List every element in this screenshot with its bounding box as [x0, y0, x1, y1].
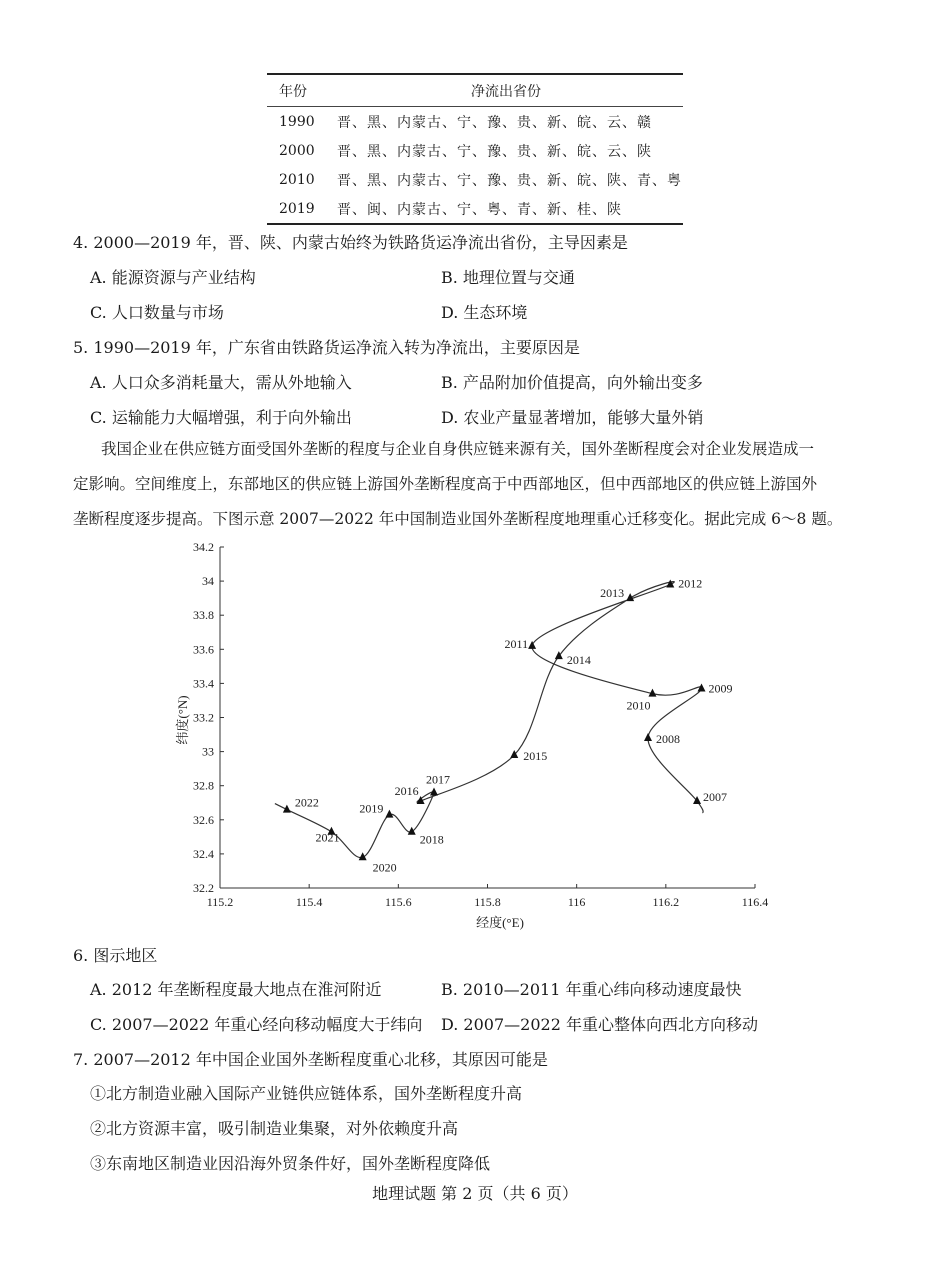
q4-option-a: A. 能源资源与产业结构	[90, 268, 256, 287]
data-label: 2020	[372, 860, 397, 875]
data-label: 2010	[626, 698, 651, 713]
data-point	[430, 788, 438, 796]
y-tick-label: 32.8	[193, 778, 214, 793]
table-row	[267, 136, 683, 165]
header-provinces: 净流出省份	[471, 84, 541, 100]
province-table	[267, 73, 683, 225]
data-label: 2018	[419, 832, 444, 847]
data-label: 2015	[523, 749, 548, 764]
data-label: 2016	[394, 784, 419, 799]
chart-marks	[283, 577, 733, 875]
passage-line: 垄断程度逐步提高。下图示意 2007—2022 年中国制造业国外垄断程度地理重心迁移变化。据此完成 6～8 题。	[73, 510, 843, 528]
y-tick-label: 33	[202, 744, 214, 759]
q5-option-a: A. 人口众多消耗量大，需从外地输入	[90, 373, 352, 392]
x-tick-label: 115.8	[474, 895, 501, 909]
q4-stem: 4. 2000—2019 年，晋、陕、内蒙古始终为铁路货运净流出省份，主导因素是	[73, 233, 628, 252]
row-provinces: 晋、黑、内蒙古、宁、豫、贵、新、皖、陕、青、粤	[337, 172, 682, 189]
row-provinces: 晋、黑、内蒙古、宁、豫、贵、新、皖、云、赣	[337, 114, 652, 131]
y-tick-label: 34.2	[193, 540, 214, 554]
data-label: 2009	[708, 681, 733, 696]
q7-stem: 7. 2007—2012 年中国企业国外垄断程度重心北移，其原因可能是	[73, 1050, 548, 1069]
y-tick-label: 33.6	[193, 642, 214, 657]
data-label: 2021	[315, 830, 340, 845]
table-row	[267, 194, 683, 224]
q5-option-c: C. 运输能力大幅增强，利于向外输出	[90, 408, 352, 427]
header-year: 年份	[279, 84, 307, 100]
y-axis-label: 纬度(°N)	[175, 695, 190, 745]
row-year: 2010	[279, 171, 315, 188]
data-label: 2008	[656, 731, 680, 746]
passage-line: 定影响。空间维度上，东部地区的供应链上游国外垄断程度高于中西部地区，但中西部地区的供应链上游国外	[73, 475, 818, 493]
q6-option-c: C. 2007—2022 年重心经向移动幅度大于纬向	[90, 1015, 423, 1034]
data-label: 2013	[600, 586, 625, 601]
chart-curve	[275, 582, 703, 858]
q7-item-1: ①北方制造业融入国际产业链供应链体系，国外垄断程度升高	[90, 1084, 523, 1103]
y-tick-label: 32.2	[193, 881, 214, 895]
y-tick-label: 33.2	[193, 710, 214, 725]
q7-item-3: ③东南地区制造业因沿海外贸条件好，国外垄断程度降低	[90, 1154, 491, 1173]
data-label: 2007	[703, 790, 728, 805]
x-tick-label: 116	[567, 895, 586, 909]
x-tick-label: 116.2	[652, 895, 680, 909]
x-tick-label: 115.2	[206, 895, 234, 909]
data-label: 2019	[359, 801, 384, 816]
row-year: 1990	[279, 113, 315, 130]
data-point	[626, 593, 634, 601]
row-year: 2019	[279, 200, 315, 217]
q6-option-b: B. 2010—2011 年重心纬向移动速度最快	[441, 980, 742, 999]
y-tick-label: 33.8	[193, 608, 214, 623]
page-footer: 地理试题 第 2 页（共 6 页）	[372, 1184, 578, 1203]
data-point	[644, 733, 652, 741]
centroid-path	[275, 582, 703, 858]
data-label: 2011	[504, 636, 529, 651]
x-axis-label: 经度(°E)	[476, 915, 524, 930]
passage-line: 我国企业在供应链方面受国外垄断的程度与企业自身供应链来源有关，国外垄断程度会对企业发展造成一	[101, 440, 815, 458]
passage	[73, 432, 878, 537]
data-label: 2017	[426, 772, 450, 787]
x-tick-label: 115.6	[385, 895, 412, 909]
q6-stem: 6. 图示地区	[73, 946, 158, 965]
data-point	[408, 827, 416, 835]
y-tick-label: 32.6	[193, 812, 214, 827]
y-tick-label: 33.4	[193, 676, 214, 691]
q4-option-d: D. 生态环境	[441, 303, 528, 322]
row-year: 2000	[279, 142, 315, 159]
q5-stem: 5. 1990—2019 年，广东省由铁路货运净流入转为净流出，主要原因是	[73, 338, 580, 357]
row-provinces: 晋、闽、内蒙古、宁、粤、青、新、桂、陕	[337, 201, 622, 218]
chart-axes	[193, 540, 768, 909]
data-label: 2012	[678, 576, 703, 591]
x-tick-label: 115.4	[295, 895, 323, 909]
centroid-migration-chart	[170, 535, 780, 945]
x-tick-label: 116.4	[741, 895, 769, 909]
row-provinces: 晋、黑、内蒙古、宁、豫、贵、新、皖、云、陕	[337, 143, 652, 160]
q6-option-d: D. 2007—2022 年重心整体向西北方向移动	[441, 1015, 758, 1034]
y-tick-label: 34	[202, 574, 214, 589]
q5-option-d: D. 农业产量显著增加，能够大量外销	[441, 408, 704, 427]
q7-item-2: ②北方资源丰富，吸引制造业集聚，对外依赖度升高	[90, 1119, 459, 1138]
table-row	[267, 165, 683, 194]
data-label: 2022	[294, 795, 319, 810]
q6-option-a: A. 2012 年垄断程度最大地点在淮河附近	[90, 980, 382, 999]
data-point	[385, 810, 393, 818]
q4-option-c: C. 人口数量与市场	[90, 303, 224, 322]
q5-option-b: B. 产品附加价值提高，向外输出变多	[441, 373, 703, 392]
q4-option-b: B. 地理位置与交通	[441, 268, 575, 287]
table-row	[267, 107, 683, 137]
data-label: 2014	[566, 653, 591, 668]
y-tick-label: 32.4	[193, 846, 214, 861]
table-header-row	[267, 74, 683, 107]
data-point	[528, 641, 536, 649]
